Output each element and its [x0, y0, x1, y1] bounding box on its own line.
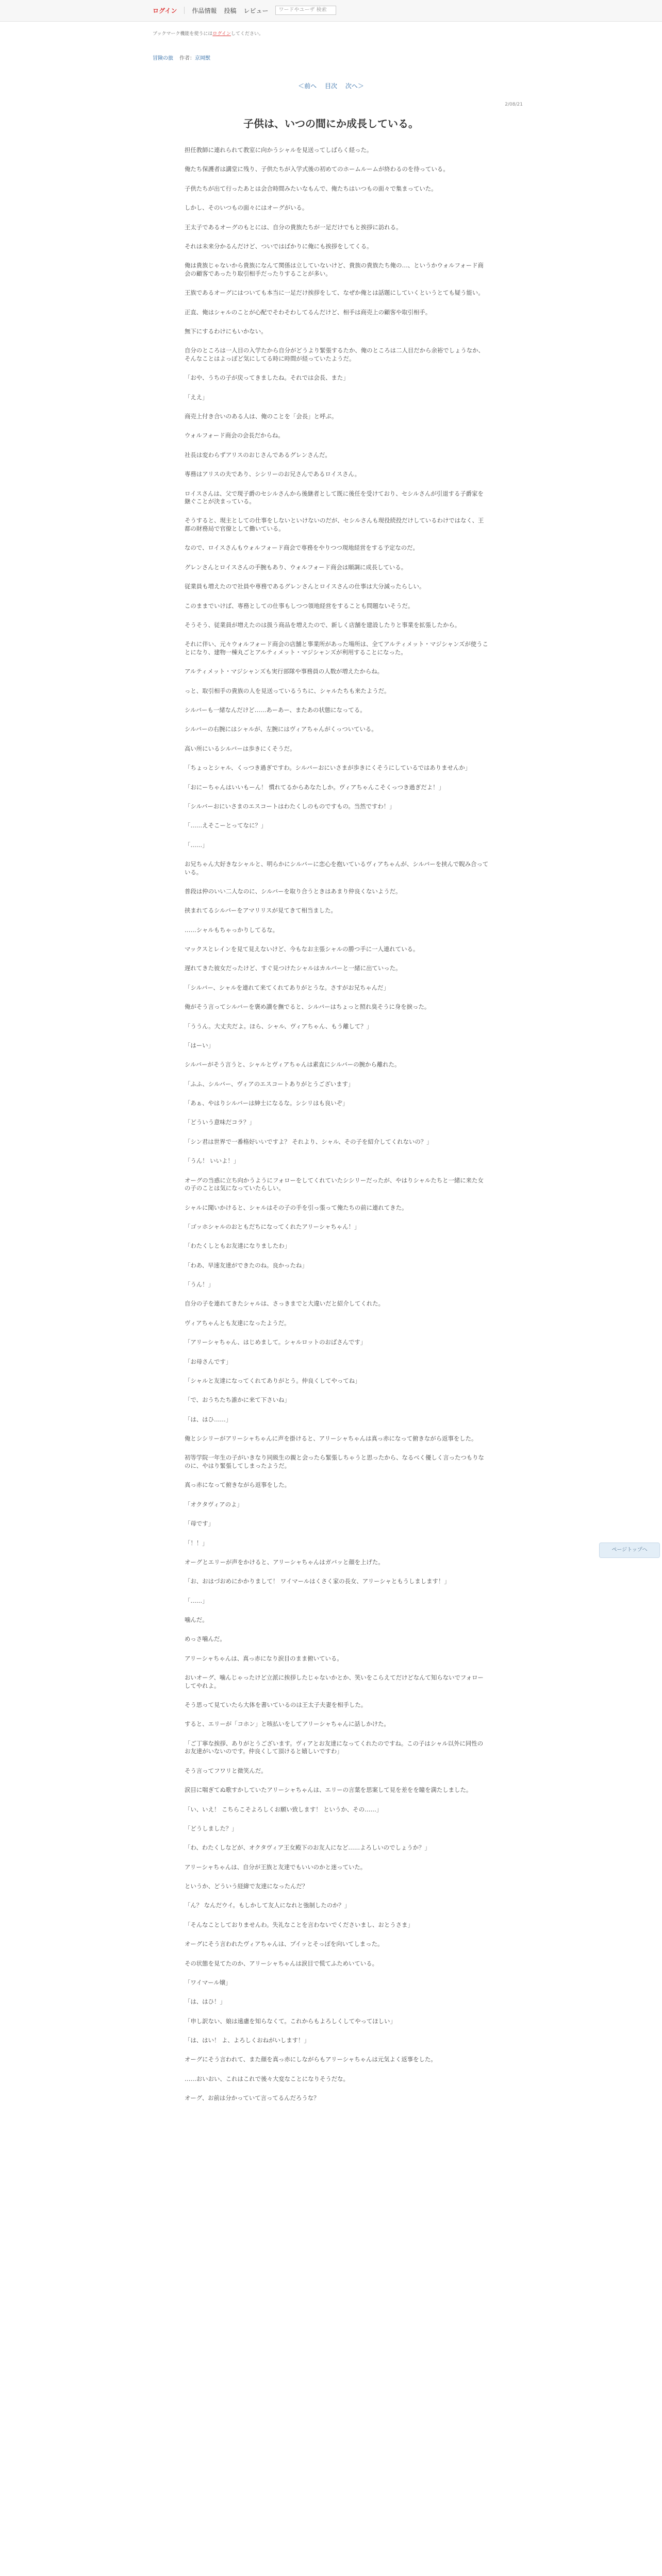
author-info	[179, 54, 210, 61]
body-paragraph: 「シャルと友達になってくれてありがとう。仲良くしてやってね」	[185, 1377, 361, 1384]
body-paragraph: 「どうしました？」	[185, 1824, 238, 1832]
body-paragraph: 「は、はい！ よ、よろしくおねがいします！」	[185, 2037, 310, 2044]
notice-suffix: してください。	[230, 31, 263, 37]
body-paragraph: ウォルフォード商会の会長だからね。	[185, 432, 284, 439]
body-paragraph: グレンさんとロイスさんの手腕もあり、ウォルフォード商会は順調に成長している。	[185, 563, 407, 571]
body-paragraph: 遅れてきた彼女だったけど、すぐ見つけたシャルはカルバーと一緒に出ていった。	[185, 964, 402, 972]
body-paragraph: ヴィアちゃんとも友達になったようだ。	[185, 1319, 290, 1327]
body-paragraph: オーグの当惑に立ち向かうようにフォローをしてくれていたシシリーだったが、やはりシャルたちと一緒に来た女の子のことは気になっていたらしい。	[185, 1176, 484, 1192]
chapter-title: 子供は、いつの間にか成長している。	[243, 117, 419, 130]
body-paragraph: シルバーの右腕にはシャルが、左腕にはヴィアちゃんがくっついている。	[185, 725, 377, 733]
body-paragraph: 社長は変わらずアリスのおじさんであるグレンさんだ。	[185, 451, 331, 459]
body-paragraph: 「ワイマール嬢」	[185, 1978, 231, 1986]
body-paragraph: 「ええ」	[185, 393, 208, 401]
body-paragraph: ……おいおい、これはこれで後々大変なことになりそうだな。	[185, 2075, 349, 2082]
body-paragraph: 「は、はひ！」	[185, 1998, 226, 2006]
novel-title-link[interactable]: 冒険の旅	[153, 56, 173, 61]
body-paragraph: 従業員も増えたので社員や専務であるグレンさんとロイスさんの仕事は大分減ったらしい。	[185, 583, 425, 590]
body-paragraph: そう思って見ていたら大体を書いているのは王太子夫妻を相手した。	[185, 1701, 367, 1709]
body-paragraph: 普段は仲のいい二人なのに、シルバーを取り合うときはあまり仲良くないようだ。	[185, 887, 402, 895]
body-paragraph: しかし、そのいつもの面々にはオーグがいる。	[185, 204, 308, 212]
body-paragraph: おいオーグ、噛んじゃったけど立派に挨拶したじゃないかとか、笑いをこらえてだけどなんて知らないでフォローしてやれよ。	[185, 1674, 484, 1689]
body-paragraph: 「オクタヴィアのよ」	[185, 1500, 243, 1508]
body-paragraph: 涙目に喘ぎてぬ歌すかしていたアリーシャちゃんは、エリーの言葉を思案して見を差をを瞳を満たしました。	[185, 1786, 472, 1794]
body-paragraph: 王族であるオーグにはついても本当に一足だけ挨拶をして、なぜか俺とは話題にしていくというとても疑う能い。	[185, 289, 484, 297]
body-paragraph: 子供たちが出て行ったあとは会合時間みたいなもんで、俺たちはいつもの面々で集まっていた。	[185, 184, 437, 192]
body-paragraph: オーグとエリーが声をかけると、アリーシャちゃんはガバッと顔を上げた。	[185, 1558, 384, 1566]
body-paragraph: そうそう、従業員が増えたのは扱う商品を増えたので、新しく店舗を建設したりと事業を拡張したから。	[185, 621, 461, 629]
body-paragraph: ロイスさんは、父で現子爵のセシルさんから後継者として既に後任を受けており、セシルさんが引退する子爵家を継ぐことが決まっている。	[185, 489, 484, 505]
body-paragraph: 「どういう意味だコラ？」	[185, 1118, 255, 1126]
body-paragraph: 「ん？ なんだウイ。もしかして友人になれと強制したのか？」	[185, 1902, 351, 1909]
author-link[interactable]: 京岡獣	[195, 56, 210, 61]
breadcrumb	[153, 54, 210, 61]
bookmark-notice	[153, 30, 263, 37]
login-link[interactable]: ログイン	[153, 7, 177, 14]
body-paragraph: オーグにそう言われて、また顔を真っ赤にしながらもアリーシャちゃんは元気よく返事をした。	[185, 2056, 437, 2063]
body-paragraph: 無下にするわけにもいかない。	[185, 327, 267, 335]
review-link[interactable]: レビュー	[243, 7, 269, 14]
body-paragraph: お兄ちゃん大好きなシャルと、明らかにシルバーに恋心を抱いているヴィアちゃんが、シルバーを挟んで睨み合っている。	[185, 860, 489, 876]
notice-login-link[interactable]: ログイン	[212, 31, 231, 37]
nav-divider	[184, 7, 185, 14]
body-paragraph: 「お、おはづおめにかかりまして！ ワイマールはくさく家の長女、アリーシャともうしまします！」	[185, 1578, 450, 1585]
body-paragraph: 高い所にいるシルバーは歩きにくそうだ。	[185, 744, 296, 752]
body-paragraph: 「ご丁寧な挨拶、ありがとうございます。ヴィアとお友達になってくれたのですね。この子はシャル以外に同性のお友達がいないのです。仲良くして頂けると嬉しいですわ」	[185, 1739, 484, 1755]
body-paragraph: アリーシャちゃんは、自分が王族と友達でもいいのかと迷っていた。	[185, 1863, 367, 1871]
body-paragraph: 噛んだ。	[185, 1616, 208, 1623]
body-paragraph: 「……」	[185, 841, 208, 849]
body-paragraph: 「シン君は世界で一番格好いいですよ？ それより、シャル、その子を紹介してくれないの？」	[185, 1138, 433, 1145]
body-paragraph: 挟まれてるシルバーをアマリリスが見てきて相当ました。	[185, 907, 337, 914]
post-link[interactable]: 投稿	[224, 7, 237, 14]
search-input[interactable]: ワードやユーザ 検索	[275, 6, 336, 15]
body-paragraph: 「わあ、早速友達ができたのね。良かったね」	[185, 1261, 308, 1269]
body-paragraph: シルバーがそう言うと、シャルとヴィアちゃんは素直にシルバーの腕から離れた。	[185, 1061, 401, 1069]
body-paragraph: 「お母さんです」	[185, 1358, 232, 1365]
body-paragraph: シルバーも一緒なんだけど……あーあー、またあの状態になってる。	[185, 706, 366, 714]
body-paragraph: 「申し訳ない、娘は遠慮を知らなくて。これからもよろしくしてやってほしい」	[185, 2017, 396, 2025]
body-paragraph: オーグにそう言われたヴィアちゃんは、プイッとそっぽを向いてしまった。	[185, 1940, 384, 1948]
body-paragraph: なので、ロイスさんもウォルフォード商会で専務をやりつつ現地経営をする予定なのだ。	[185, 544, 419, 552]
body-paragraph: 「！！」	[185, 1539, 208, 1547]
body-paragraph: 「母です」	[185, 1520, 214, 1528]
body-paragraph: というか、どういう経緯で友達になったんだ？	[185, 1883, 308, 1890]
top-nav	[153, 6, 336, 15]
author-label: 作者：	[179, 56, 195, 61]
body-paragraph: 「ゴッホシャルのおともだちになってくれたアリーシャちゃん！」	[185, 1223, 360, 1230]
body-paragraph: 「シルバーおにいさまのエスコートはわたくしのものですもの。当然ですわ！」	[185, 802, 395, 810]
body-paragraph: っと、取引相手の貴族の人を見送っているうちに、シャルたちも来たようだ。	[185, 687, 390, 694]
top-navigation-bar	[0, 0, 662, 22]
body-paragraph: このままでいけば、専務としての仕事もしつつ領地経営をすることも問題ないそうだ。	[185, 602, 414, 609]
body-paragraph: その状態を見てたのか、アリーシャちゃんは涙目で慌てふためいている。	[185, 1959, 378, 1967]
body-paragraph: 「……えそこーとってなに？」	[185, 822, 267, 829]
body-paragraph: オーグ、お前は分かっていて言ってるんだろうな？	[185, 2094, 320, 2102]
body-paragraph: そう言ってフワリと微笑んだ。	[185, 1767, 267, 1774]
body-paragraph: 「うん！」	[185, 1281, 214, 1289]
body-paragraph: 「シルバー、シャルを連れて来てくれてありがとうな。さすがお兄ちゃんだ」	[185, 984, 389, 991]
body-paragraph: めっさ噛んだ。	[185, 1635, 226, 1643]
body-paragraph: そうすると、現主としての仕事をしないといけないのだが、セシルさんも現役続投だけしているわけではなく、王都の財務局で官僚として働いている。	[185, 517, 484, 533]
body-paragraph: すると、エリーが「コホン」と咳払いをしてアリーシャちゃんに話しかけた。	[185, 1720, 390, 1728]
body-paragraph: 「わ、わたくしなどが、オクタヴィア王女殿下のお友人になど……よろしいのでしょうか？」	[185, 1844, 431, 1852]
body-paragraph: 「あぁ、やはりシルバーは紳士になるな。シシリはも良いぞ」	[185, 1099, 349, 1107]
body-paragraph: それに伴い、元々ウォルフォード商会の店舗と事業所があった場所は、全てアルティメット・マジシャンズが使うことになり、建物一棟丸ごとアルティメット・マジシャンズが利用することになった。	[185, 640, 488, 656]
chapter-pager	[0, 81, 662, 90]
body-paragraph: 真っ赤になって俯きながら返事をした。	[185, 1481, 291, 1489]
body-paragraph: 自分の子を連れてきたシャルは、さっきまでと大違いだと紹介してくれた。	[185, 1300, 385, 1308]
body-paragraph: 俺たち保護者は講堂に残り、子供たちが入学式後の初めてのホームルームが終わるのを待っている。	[185, 165, 449, 173]
body-paragraph: マックスとレインを見て見えないけど、今もなお主張シャルの勝つ手に一人連れている。	[185, 945, 419, 953]
body-paragraph: 初等学院一年生の子がいきなり同級生の親と会ったら緊張しちゃうと思ったから、なるべく優しく言ったつもりなのに、やはり緊張してしまったようだ。	[185, 1454, 484, 1469]
body-paragraph: 「おや、うちの子が戻ってきましたね。それでは会長、また」	[185, 374, 349, 382]
table-of-contents-link[interactable]: 目次	[324, 82, 337, 90]
body-paragraph: 担任教師に連れられて教室に向かうシャルを見送ってしばらく経った。	[185, 146, 373, 154]
body-paragraph: 「そんなことしておりませんわ。失礼なことを言わないでくださいまし、おとうさま」	[185, 1921, 413, 1928]
body-paragraph: 「おにーちゃんはいいもーん！ 慣れてるからあなたしか。ヴィアちゃんこそくっつき過ぎだよ！」	[185, 783, 444, 791]
body-paragraph: 「ふふ、シルバー、ヴィアのエスコートありがとうございます」	[185, 1080, 354, 1088]
page-top-button[interactable]: ページトップへ	[599, 1543, 660, 1558]
body-paragraph: 「はーい」	[185, 1041, 214, 1049]
body-paragraph: シャルに聞いかけると、シャルはその子の手を引っ張って俺たちの前に連れてきた。	[185, 1204, 408, 1211]
notice-prefix: ブックマーク機能を使うには	[153, 31, 213, 37]
chapter-body	[185, 146, 489, 2114]
body-paragraph: 自分のところは一人目の入学たから自分がどうより緊張するたか、俺のところは二人目だから余裕でしょうなか、そんなことはよっぽど気にしてる時に時間が経っていたようだ。	[185, 347, 484, 362]
body-paragraph: 専務はアリスの夫であり、シシリーのお兄さんであるロイスさん。	[185, 470, 360, 478]
body-paragraph: 「い、いえ！ こちらこそよろしくお願い致します！ というか、その……」	[185, 1805, 383, 1813]
body-paragraph: 王太子であるオーグのもとには、自分の貴族たちが一足だけでもと挨拶に訪れる。	[185, 223, 402, 231]
body-paragraph: 「で、おうちたち誰かに来て下さいね」	[185, 1396, 290, 1404]
works-link[interactable]: 作品情報	[192, 7, 217, 14]
body-paragraph: 「は、はひ……」	[185, 1415, 232, 1423]
body-paragraph: 「アリーシャちゃん、はじめまして。シャルロットのおばさんです」	[185, 1338, 367, 1346]
publish-date: 2/08/21	[505, 102, 523, 107]
body-paragraph: 正直、俺はシャルのことが心配でそわそわしてるんだけど、相手は商売上の顧客や取引相手。	[185, 308, 432, 316]
body-paragraph: 商売上付き合いのある人は、俺のことを「会長」と呼ぶ。	[185, 413, 338, 420]
body-paragraph: 「わたくしともお友達になりましたわ」	[185, 1242, 291, 1250]
body-paragraph: 「ううん。大丈夫だよ。ほら、シャル、ヴィアちゃん、もう離して？」	[185, 1022, 373, 1030]
body-paragraph: アルティメット・マジシャンズも実行部隊や事務員の人数が増えたからね。	[185, 668, 384, 675]
body-paragraph: 俺は貴族じゃないから貴族になんて関係は立していないけど、貴族の貴族たち俺の…、というかウォルフォード商会の顧客であったり取引相手だったりすることが多い。	[185, 262, 484, 277]
body-paragraph: 「ちょっとシャル、くっつき過ぎですわ。シルバーおにいさまが歩きにくそうにしているではありませんか」	[185, 764, 471, 772]
body-paragraph: 「うん！ いいよ！」	[185, 1157, 240, 1165]
next-chapter-link[interactable]: 次へ＞	[345, 82, 364, 90]
body-paragraph: ……シャルもちゃっかりしてるな。	[185, 926, 279, 934]
prev-chapter-link[interactable]: ＜前へ	[298, 82, 317, 90]
body-paragraph: 俺とシシリーがアリーシャちゃんに声を掛けると、アリーシャちゃんは真っ赤になって俯きながら返事をした。	[185, 1435, 477, 1443]
body-paragraph: それは未来分かるんだけど、ついではばかりに俺にも挨拶をしてくる。	[185, 242, 373, 250]
body-paragraph: 「……」	[185, 1597, 208, 1604]
body-paragraph: アリーシャちゃんは、真っ赤になり涙目のまま俯いている。	[185, 1654, 343, 1662]
body-paragraph: 俺がそう言ってシルバーを褒め讃を撫でると、シルバーはちょっと照れ臭そうに身を捩った。	[185, 1003, 431, 1011]
